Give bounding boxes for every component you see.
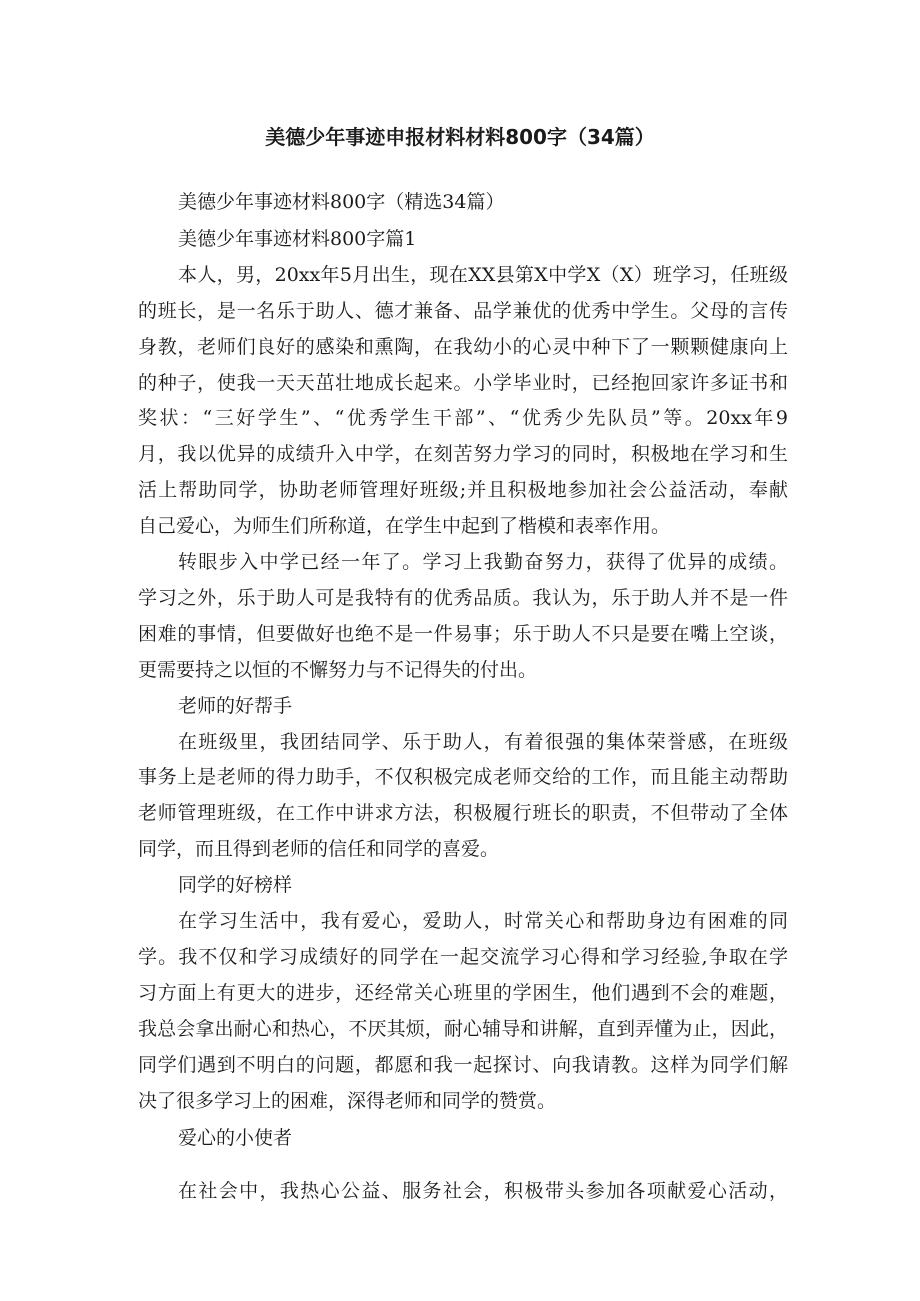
paragraph-line: 同学，而且得到老师的信任和同学的喜爱。 bbox=[138, 838, 500, 860]
paragraph-line: 同学们遇到不明白的问题，都愿和我一起探讨、向我请教。这样为同学们解 bbox=[138, 1054, 788, 1076]
paragraph-line: 的班长，是一名乐于助人、德才兼备、品学兼优的优秀中学生。父母的言传 bbox=[138, 300, 788, 322]
paragraph-line: 在班级里，我团结同学、乐于助人，有着很强的集体荣誉感，在班级 bbox=[178, 731, 788, 753]
paragraph-line: 自己爱心，为师生们所称道，在学生中起到了楷模和表率作用。 bbox=[138, 515, 671, 537]
paragraph-line: 更需要持之以恒的不懈努力与不记得失的付出。 bbox=[138, 659, 538, 681]
paragraph-line: 决了很多学习上的困难，深得老师和同学的赞赏。 bbox=[138, 1090, 557, 1112]
subsection-heading: 同学的好榜样 bbox=[178, 874, 293, 896]
paragraph-line: 本人，男，20xx年5月出生，现在XX县第X中学X（X）班学习，任班级 bbox=[178, 264, 788, 286]
paragraph-line: 身教，老师们良好的感染和熏陶，在我幼小的心灵中种下了一颗颗健康向上 bbox=[138, 336, 788, 358]
paragraph-line: 习方面上有更大的进步，还经常关心班里的学困生，他们遇到不会的难题， bbox=[138, 982, 788, 1004]
subsection-heading: 爱心的小使者 bbox=[178, 1127, 293, 1149]
document-title: 美德少年事迹申报材料材料800字（34篇） bbox=[265, 125, 655, 149]
subsection-heading: 老师的好帮手 bbox=[178, 695, 293, 717]
paragraph-line: 学习之外，乐于助人可是我特有的优秀品质。我认为，乐于助人并不是一件 bbox=[138, 587, 788, 609]
paragraph-line: 困难的事情，但要做好也绝不是一件易事；乐于助人不只是要在嘴上空谈， bbox=[138, 623, 788, 645]
paragraph-line: 在学习生活中，我有爱心，爱助人，时常关心和帮助身边有困难的同 bbox=[178, 910, 788, 932]
document-subtitle: 美德少年事迹材料800字（精选34篇） bbox=[178, 191, 505, 213]
paragraph-line: 学。我不仅和学习成绩好的同学在一起交流学习心得和学习经验,争取在学 bbox=[138, 946, 788, 968]
paragraph-line: 老师管理班级，在工作中讲求方法，积极履行班长的职责，不但带动了全体 bbox=[138, 802, 788, 824]
paragraph-line: 的种子，使我一天天茁壮地成长起来。小学毕业时，已经抱回家许多证书和 bbox=[138, 372, 788, 394]
section-heading: 美德少年事迹材料800字篇1 bbox=[178, 228, 417, 250]
paragraph-line: 转眼步入中学已经一年了。学习上我勤奋努力，获得了优异的成绩。 bbox=[178, 551, 788, 573]
paragraph-line: 月，我以优异的成绩升入中学，在刻苦努力学习的同时，积极地在学习和生 bbox=[138, 443, 788, 465]
paragraph-line: 事务上是老师的得力助手，不仅积极完成老师交给的工作，而且能主动帮助 bbox=[138, 766, 788, 788]
paragraph-line: 我总会拿出耐心和热心，不厌其烦，耐心辅导和讲解，直到弄懂为止，因此， bbox=[138, 1018, 788, 1040]
paragraph-line: 活上帮助同学，协助老师管理好班级;并且积极地参加社会公益活动，奉献 bbox=[138, 479, 788, 501]
paragraph-line: 奖状：“三好学生”、“优秀学生干部”、“优秀少先队员”等。20xx年9 bbox=[138, 407, 788, 429]
paragraph-line: 在社会中，我热心公益、服务社会，积极带头参加各项献爱心活动， bbox=[178, 1180, 788, 1202]
